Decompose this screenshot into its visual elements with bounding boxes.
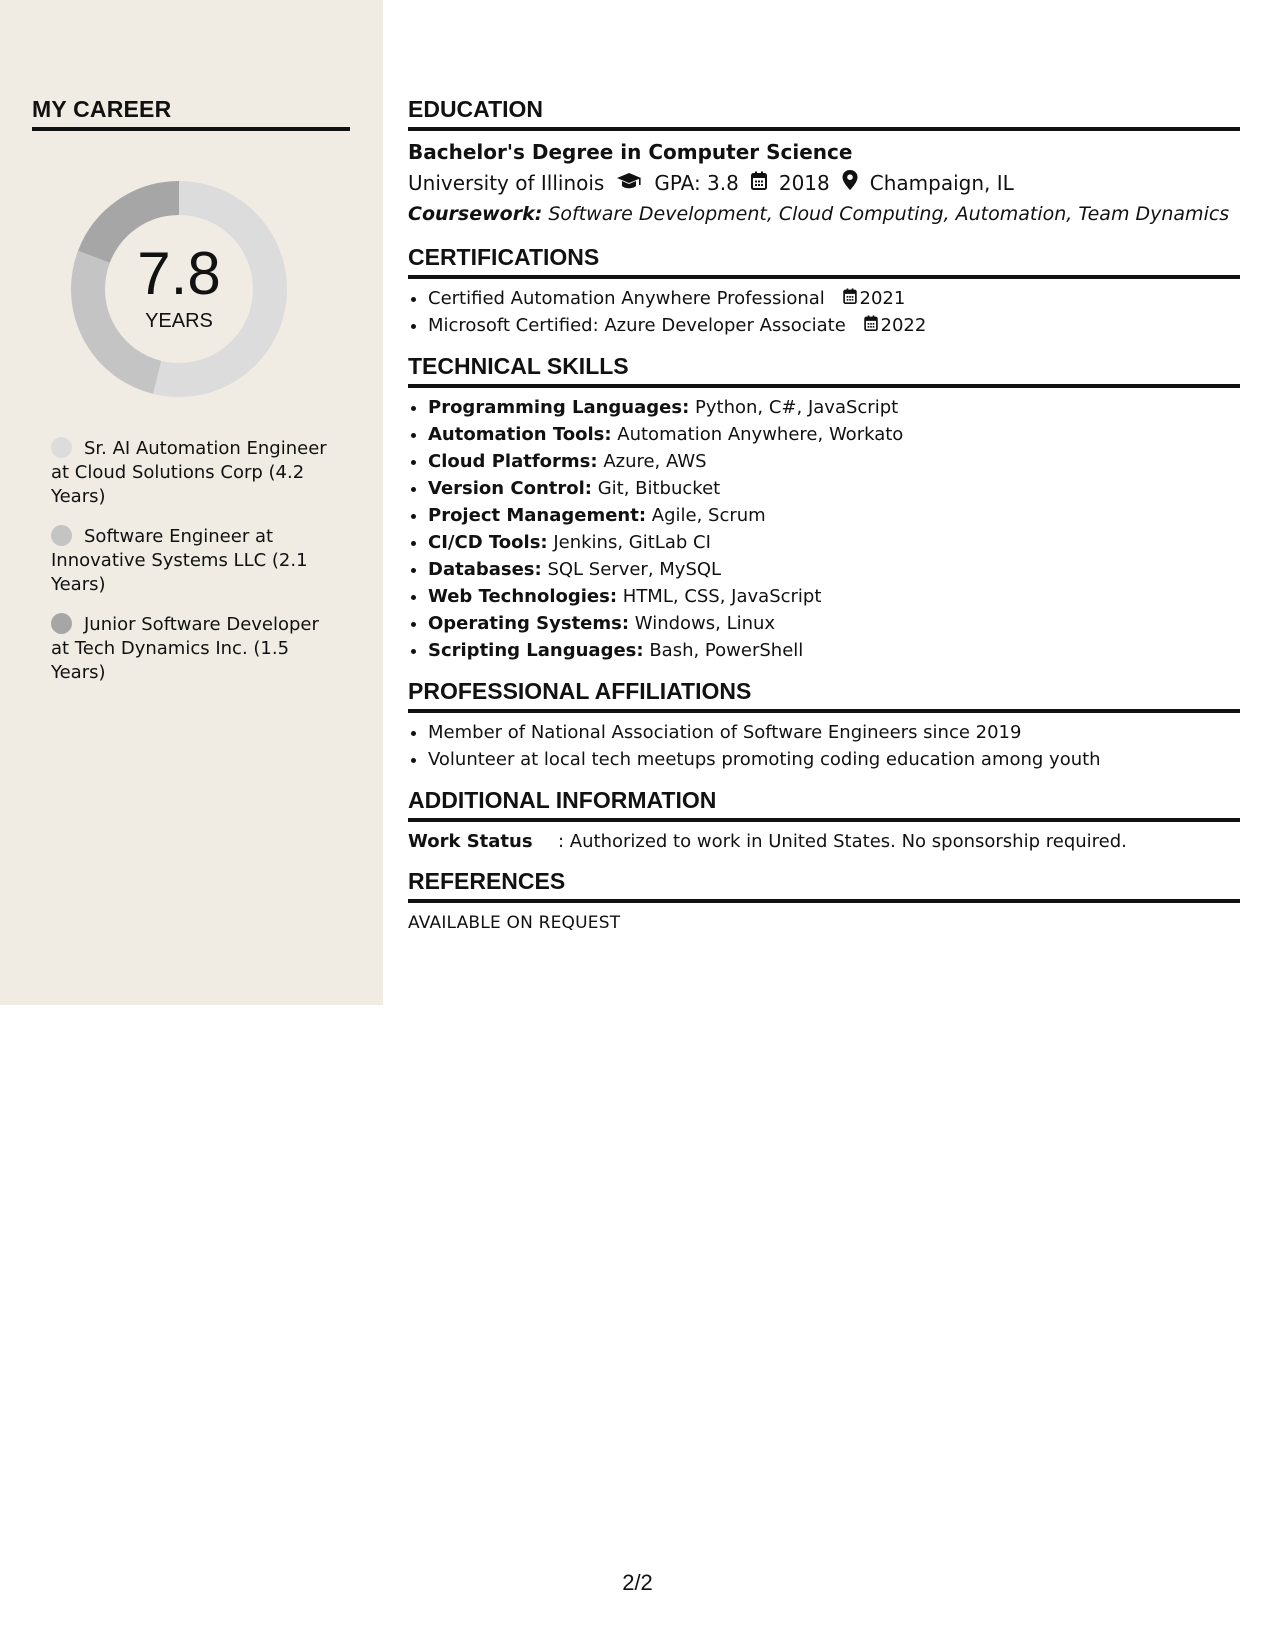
- certification-name: Certified Automation Anywhere Professional: [428, 288, 825, 309]
- legend-label: Junior Software Developer at Tech Dynamics Inc. (1.5 Years): [51, 614, 319, 683]
- location-pin-icon: [842, 168, 858, 199]
- skill-label: Web Technologies:: [428, 586, 618, 607]
- skill-value: Automation Anywhere, Workato: [617, 424, 904, 445]
- donut-total-value: 7.8: [137, 240, 221, 307]
- skill-value: Windows, Linux: [634, 613, 776, 634]
- skill-label: Databases:: [428, 559, 542, 580]
- skill-value: Git, Bitbucket: [597, 478, 721, 499]
- coursework-label: Coursework:: [408, 203, 543, 225]
- education-meta: [408, 168, 1240, 199]
- certifications-title: CERTIFICATIONS: [408, 244, 1240, 279]
- graduation-cap-icon: [616, 168, 642, 199]
- affiliations-title: PROFESSIONAL AFFILIATIONS: [408, 678, 1240, 713]
- skill-label: Cloud Platforms:: [428, 451, 598, 472]
- coursework-list: Software Development, Cloud Computing, Automation, Team Dynamics: [548, 203, 1230, 225]
- list-item: [428, 610, 1240, 637]
- technical-skills-title: TECHNICAL SKILLS: [408, 353, 1240, 388]
- list-item: [428, 583, 1240, 610]
- career-legend: [51, 437, 341, 701]
- donut-total-unit: YEARS: [145, 310, 213, 332]
- list-item: • Volunteer at local tech meetups promoting coding education among youth: [428, 746, 1240, 773]
- skill-label: Operating Systems:: [428, 613, 630, 634]
- legend-dot: [51, 613, 72, 634]
- skill-value: Agile, Scrum: [651, 505, 766, 526]
- skill-value: Azure, AWS: [603, 451, 707, 472]
- list-item: [428, 637, 1240, 664]
- list-item: [428, 312, 1240, 339]
- skill-value: Python, C#, JavaScript: [695, 397, 899, 418]
- legend-item: [51, 437, 341, 509]
- references-text: AVAILABLE ON REQUEST: [408, 913, 621, 933]
- list-item: [428, 529, 1240, 556]
- calendar-icon: [751, 168, 767, 199]
- sidebar: [0, 0, 383, 1005]
- certification-year: 2021: [859, 288, 906, 309]
- skill-label: Version Control:: [428, 478, 592, 499]
- list-item: [428, 475, 1240, 502]
- legend-dot: [51, 437, 72, 458]
- calendar-icon: [843, 285, 860, 312]
- skill-value: Jenkins, GitLab CI: [553, 532, 711, 553]
- certifications-list: [408, 285, 1240, 339]
- additional-info-title: ADDITIONAL INFORMATION: [408, 787, 1240, 822]
- list-item: [428, 502, 1240, 529]
- career-donut-chart: [66, 176, 292, 402]
- references-title: REFERENCES: [408, 868, 1240, 903]
- certification-name: Microsoft Certified: Azure Developer Associate: [428, 315, 846, 336]
- legend-item: [51, 613, 341, 685]
- list-item: [428, 394, 1240, 421]
- certification-year: 2022: [880, 315, 927, 336]
- skill-label: Project Management:: [428, 505, 647, 526]
- degree-name: Bachelor's Degree in Computer Science: [408, 140, 853, 164]
- skill-value: Bash, PowerShell: [649, 640, 804, 661]
- skill-value: SQL Server, MySQL: [547, 559, 722, 580]
- skill-label: Programming Languages:: [428, 397, 690, 418]
- legend-label: Software Engineer at Innovative Systems LLC (2.1 Years): [51, 526, 308, 595]
- list-item: [428, 285, 1240, 312]
- education-title: EDUCATION: [408, 96, 1240, 131]
- school-location: Champaign, IL: [869, 171, 1014, 195]
- affiliations-list: [408, 719, 1240, 773]
- legend-item: [51, 525, 341, 597]
- calendar-icon: [864, 312, 881, 339]
- career-section-title: MY CAREER: [32, 96, 350, 131]
- skills-list: [408, 394, 1240, 664]
- legend-label: Sr. AI Automation Engineer at Cloud Solutions Corp (4.2 Years): [51, 438, 327, 507]
- graduation-year: 2018: [778, 171, 830, 195]
- school-name: University of Illinois: [408, 171, 605, 195]
- list-item: • Member of National Association of Software Engineers since 2019: [428, 719, 1240, 746]
- coursework: [408, 199, 1240, 230]
- list-item: [428, 448, 1240, 475]
- work-status-value: : Authorized to work in United States. No sponsorship required.: [558, 831, 1127, 852]
- legend-dot: [51, 525, 72, 546]
- work-status-label: Work Status: [408, 831, 533, 852]
- main-content: [408, 96, 1240, 937]
- skill-value: HTML, CSS, JavaScript: [622, 586, 822, 607]
- list-item: [428, 556, 1240, 583]
- skill-label: Scripting Languages:: [428, 640, 644, 661]
- page-number: 2/2: [622, 1570, 653, 1595]
- skill-label: Automation Tools:: [428, 424, 612, 445]
- gpa: GPA: 3.8: [654, 171, 739, 195]
- list-item: [428, 421, 1240, 448]
- work-status-row: [408, 828, 1240, 856]
- skill-label: CI/CD Tools:: [428, 532, 548, 553]
